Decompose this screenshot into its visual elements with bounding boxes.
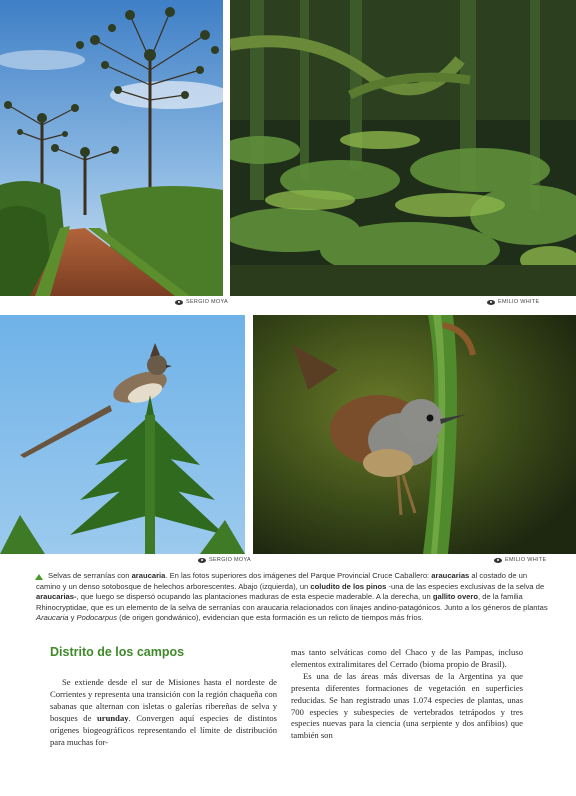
section-heading: Distrito de los campos (50, 645, 185, 659)
photo-credit: SERGIO MOYA (198, 557, 251, 563)
paragraph: mas tanto selváticas como del Chaco y de las Pampas, incluso elementos extralimitares del Cerrado (bioma propio de Brasil). (291, 647, 523, 669)
araucaria-road-photo (0, 0, 223, 296)
caption-bullet-icon (35, 574, 43, 580)
paragraph: Es una de las áreas más diversas de la Argentina ya que presenta diferentes formaciones de vegetación en superficies reducidas. Se han registrado unas 1.074 especies de plantas, unas 700 especies y subespecies de vertebrados tetrápodos y tres especies nuevas para la ciencia (una serpiente y dos anfibios) que también son (291, 670, 523, 741)
photo-credit: EMILIO WHITE (494, 557, 547, 563)
wren-bird-photo (253, 315, 576, 554)
camera-eye-icon (175, 300, 183, 305)
photo-caption: Selvas de serranías con araucaria. En las fotos superiores dos imágenes del Parque Provincial Cruce Caballero: araucarias al costado de un camino y un denso sotobosque de helechos arborescentes. Abajo (izquierda), un coludito de los pinos -una de las especies exclusivas de la selva de araucarias-, que luego se dispersó ocupando las plantaciones maduras de esta especie maderable. A la derecha, un gallito overo, de la familia Rhinocryptidae, que es un elemento de la selva de serranías con araucaria relacionados con linajes andino-patagónicos. Junto a los géneros de plantas Araucaria y Podocarpus (de origen gondwánico), evidencian que esta formación es un relicto de tiempos más fríos. (36, 571, 548, 623)
camera-eye-icon (494, 558, 502, 563)
bird-on-pine-photo (0, 315, 245, 554)
photo-credit: SERGIO MOYA (175, 299, 228, 305)
right-text-column (291, 647, 523, 742)
left-text-column (50, 677, 277, 748)
camera-eye-icon (198, 558, 206, 563)
paragraph: Se extiende desde el sur de Misiones hasta el nordeste de Corrientes y representa una transición con la región chaqueña con sabanas que alternan con isletas o galerías ribereñas de selva y bosques de urunday. Convergen aquí especies de distintos orígenes biogeográficos representando el límite de distribución para muchas for- (50, 677, 277, 747)
camera-eye-icon (487, 300, 495, 305)
photo-credit: EMILIO WHITE (487, 299, 540, 305)
fern-forest-photo (230, 0, 576, 296)
